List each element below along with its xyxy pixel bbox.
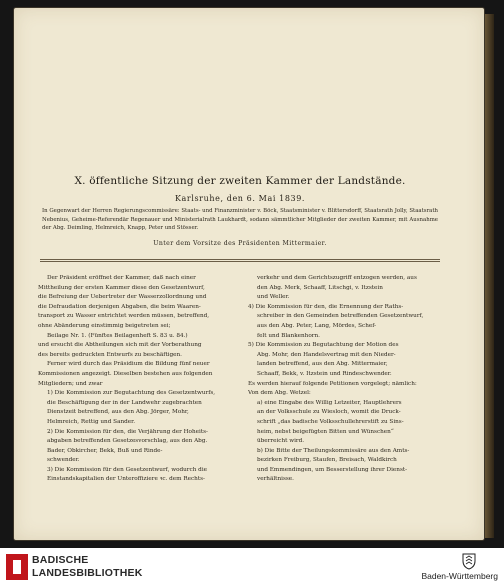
left-column-line: Der Präsident eröffnet der Kammer, daß nach einer xyxy=(47,275,196,281)
right-column-line: schreiber in den Gemeinden betreffenden Gesetzentwurf, xyxy=(257,313,424,320)
left-column-line: 2) Die Kommission für den, die Verjährung der Hoheits- xyxy=(47,428,208,435)
crest-icon xyxy=(460,552,478,570)
left-column-line: 3) Die Kommission für den Gesetzentwurf, wodurch die xyxy=(47,466,208,473)
right-column-line: verhältnisse. xyxy=(257,476,294,483)
chair-line: Unter dem Vorsitze des Präsidenten Mittermaier. xyxy=(153,240,327,247)
library-name xyxy=(32,554,143,580)
left-column-line: Dienstzeit betreffend, aus den Abg. Jörger, Mohr, xyxy=(47,409,189,416)
partner-label: Baden-Württemberg xyxy=(421,571,498,581)
right-column-line: a) eine Eingabe des Willig Letzeiter, Hauptlehrers xyxy=(257,399,402,406)
right-column-line: an der Volksschule zu Wiesloch, womit die Druck- xyxy=(257,409,401,416)
separator-rule xyxy=(40,259,440,260)
right-column-line: bezirken Freiburg, Staufen, Breisach, Waldkirch xyxy=(257,457,397,464)
right-column-line: 4) Die Kommission für den, die Ernennung der Raths- xyxy=(248,303,404,310)
right-column-line: und Emmendingen, um Besserstellung ihrer Dienst- xyxy=(257,466,408,473)
library-name-line2: LANDESBIBLIOTHEK xyxy=(32,567,143,579)
right-column-line: felt und Blankenhorn. xyxy=(257,332,320,339)
left-column-line: die Beschäftigung der in der Landwehr zugebrachten xyxy=(47,399,202,406)
separator-rule-double xyxy=(40,261,440,262)
right-column-line: und Weller. xyxy=(257,294,290,301)
right-text-column xyxy=(248,274,444,485)
right-column-line: schrift „das badische Volksschullehrerstift zu Sins- xyxy=(257,418,404,425)
left-column-line: ohne Abänderung einstimmig beigetreten sei; xyxy=(38,322,171,329)
right-column-line: den Abg. Merk, Schaaff, Litschgi, v. Itzstein xyxy=(257,284,383,291)
right-column-line: landen betreffend, aus den Abg. Mittermaier, xyxy=(257,361,388,368)
right-column-line: Schaaff, Bekk, v. Itzstein und Rindeschwender. xyxy=(257,370,392,377)
left-column-line: die Befreiung der Uebertreter der Wasserzollordnung und xyxy=(38,294,207,301)
left-column-line: schwender. xyxy=(47,457,80,464)
left-column-line: Helmreich, Rettig und Sander. xyxy=(47,418,136,425)
left-column-line: Mitgliedern; und zwar xyxy=(38,380,103,387)
right-column-line: überreicht wird. xyxy=(257,438,305,445)
right-column-line: heim, nebst beigefügten Bitten und Wünschen“ xyxy=(257,428,394,435)
left-column-line: transport zu Wasser entrichtet werden müssen, betreffend, xyxy=(38,313,210,320)
book-edge xyxy=(484,14,494,538)
left-column-line: Mittheilung der ersten Kammer diese den Gesetzentwurf, xyxy=(38,284,205,291)
right-column-line: b) Die Bitte der Theilungskommissäre aus den Amts- xyxy=(257,447,410,454)
session-dateline: Karlsruhe, den 6. Mai 1839. xyxy=(174,194,306,203)
left-column-line: und ersucht die Abtheilungen sich mit der Vorberathung xyxy=(38,342,202,349)
left-column-line: Einstandskapitalien der Unteroffiziere ꝛc. dem Rechts- xyxy=(47,476,205,483)
library-footer xyxy=(0,548,504,586)
right-column-line: aus den Abg. Peter, Lang, Mördes, Schef- xyxy=(257,322,377,329)
left-column-line: Bader, Obkircher, Bekk, Buß und Rinde- xyxy=(47,447,163,454)
right-column-line: Abg. Mohr, den Handelsvertrag mit den Nieder- xyxy=(257,351,396,358)
attendance-paragraph: In Gegenwart der Herren Regierungscommissäre: Staats- und Finanzminister v. Böck, Staatsminister v. Blittersdorff, Staatsrath Jolly, Staatsrath Nebenius, Geheime-Referendär Regenauer und Ministerialrath Laukhardt, sodann sämmtlicher Mitglieder der zweiten Kammer, mit Ausnahme der Abg. Deimling, Helmreich, Knapp, Peter und Stösser. xyxy=(42,208,438,232)
left-column-line: Ferner wird durch das Präsidium die Bildung fünf neuer xyxy=(47,361,210,368)
right-column-line: Von dem Abg. Wetzel: xyxy=(248,390,311,397)
left-column-line: abgaben betreffenden Gesetzesvorschlag, aus den Abg. xyxy=(47,438,208,445)
blb-logo-icon xyxy=(6,554,28,580)
left-column-line: des bereits gedruckten Entwurfs zu beschäftigen. xyxy=(38,351,182,358)
left-column-line: 1) Die Kommission zur Begutachtung des Gesetzentwurfs, xyxy=(47,390,216,397)
library-name-line1: BADISCHE xyxy=(32,554,89,566)
left-column-line: Beilage Nr. 1. (Fünftes Beilagenheft S. 83 u. 84.) xyxy=(47,332,188,339)
left-column-line: die Defraudation derjenigen Abgaben, die beim Waaren- xyxy=(38,303,201,310)
right-column-line: 5) Die Kommission zu Begutachtung der Motion des xyxy=(248,342,399,349)
session-heading: X. öffentliche Sitzung der zweiten Kammer der Landstände. xyxy=(74,175,406,187)
left-column-line: Kommissionen angezeigt. Dieselben bestehen aus folgenden xyxy=(38,370,213,377)
right-column-line: verkehr und dem Gerichtszugriff entzogen werden, aus xyxy=(257,275,417,281)
left-text-column xyxy=(38,274,234,485)
right-column-line: Es werden hierauf folgende Petitionen vorgelegt; nämlich: xyxy=(248,380,417,387)
